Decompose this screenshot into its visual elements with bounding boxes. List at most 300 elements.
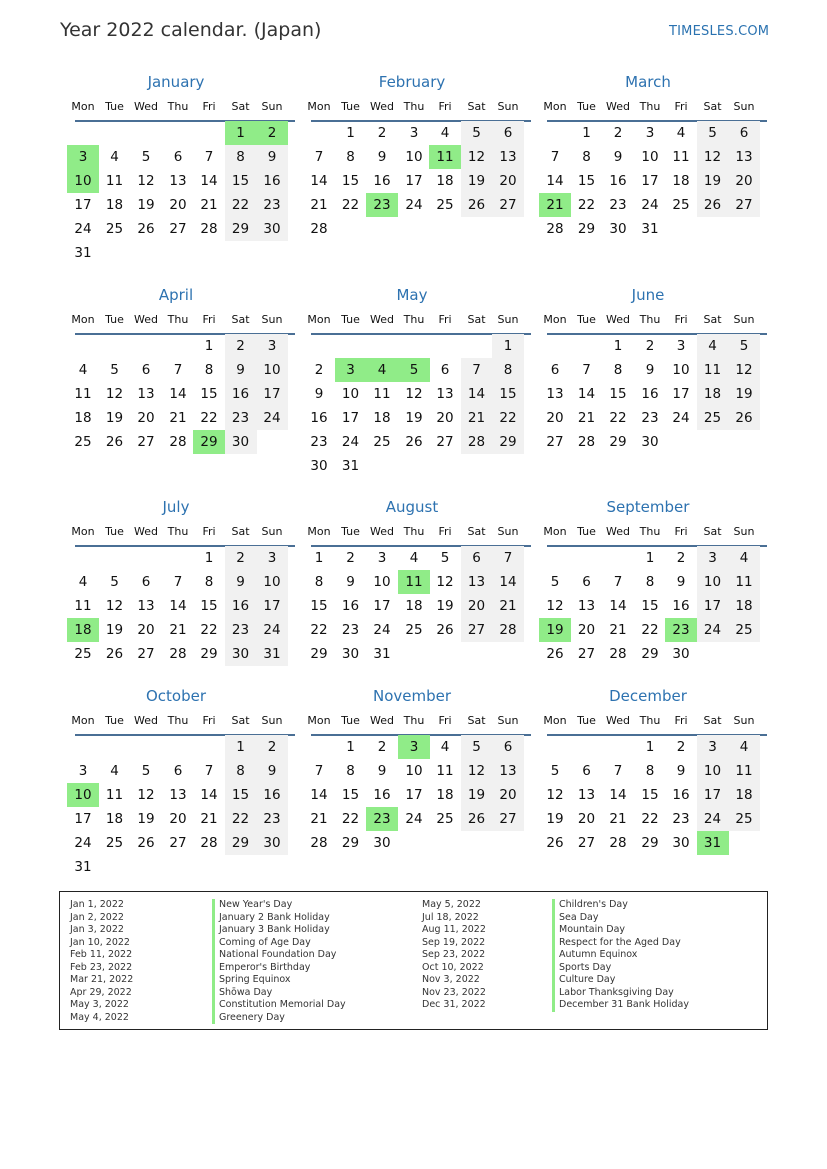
day-cell[interactable]: 27 [735, 197, 753, 213]
day-cell[interactable]: 16 [310, 410, 328, 426]
day-cell[interactable]: 21 [467, 410, 486, 426]
day-cell[interactable]: 29 [310, 646, 328, 662]
day-cell[interactable]: 20 [169, 197, 187, 213]
day-cell[interactable]: 12 [105, 598, 124, 614]
day-cell[interactable]: 16 [672, 598, 690, 614]
holiday-day-cell[interactable]: 29 [193, 430, 225, 454]
day-cell[interactable]: 3 [645, 125, 655, 141]
day-cell[interactable]: 24 [703, 622, 722, 638]
day-cell[interactable]: 23 [231, 410, 250, 426]
day-cell[interactable]: 15 [499, 386, 517, 402]
day-cell[interactable]: 3 [78, 763, 88, 779]
day-cell[interactable]: 5 [110, 362, 119, 378]
day-cell[interactable]: 26 [546, 835, 564, 851]
day-cell[interactable]: 8 [645, 574, 655, 590]
day-cell[interactable]: 6 [173, 763, 183, 779]
day-cell[interactable]: 12 [137, 787, 155, 803]
holiday-day-cell[interactable]: 18 [67, 618, 99, 642]
day-cell[interactable]: 24 [672, 410, 690, 426]
day-cell[interactable]: 24 [405, 197, 423, 213]
day-cell[interactable]: 1 [346, 739, 355, 755]
day-cell[interactable]: 12 [703, 149, 722, 165]
day-cell[interactable]: 18 [105, 197, 124, 213]
day-cell[interactable]: 18 [373, 410, 391, 426]
day-cell[interactable]: 12 [405, 386, 423, 402]
day-cell[interactable]: 27 [169, 835, 187, 851]
day-cell[interactable]: 29 [200, 646, 218, 662]
day-cell[interactable]: 19 [467, 787, 486, 803]
day-cell[interactable]: 11 [105, 173, 124, 189]
day-cell[interactable]: 8 [204, 362, 214, 378]
day-cell[interactable]: 1 [645, 550, 655, 566]
day-cell[interactable]: 12 [105, 386, 124, 402]
day-cell[interactable]: 13 [577, 598, 596, 614]
day-cell[interactable]: 26 [546, 646, 564, 662]
day-cell[interactable]: 29 [641, 835, 659, 851]
day-cell[interactable]: 29 [641, 646, 659, 662]
day-cell[interactable]: 15 [341, 173, 360, 189]
day-cell[interactable]: 11 [74, 386, 92, 402]
holiday-day-cell[interactable]: 11 [429, 145, 461, 169]
day-cell[interactable]: 19 [405, 410, 423, 426]
day-cell[interactable]: 9 [613, 149, 623, 165]
day-cell[interactable]: 22 [341, 811, 360, 827]
day-cell[interactable]: 27 [577, 646, 596, 662]
day-cell[interactable]: 12 [546, 787, 564, 803]
day-cell[interactable]: 30 [263, 835, 281, 851]
day-cell[interactable]: 10 [672, 362, 690, 378]
holiday-day-cell[interactable]: 23 [366, 193, 398, 217]
day-cell[interactable]: 9 [236, 574, 245, 590]
day-cell[interactable]: 3 [708, 550, 717, 566]
day-cell[interactable]: 2 [676, 550, 686, 566]
day-cell[interactable]: 13 [577, 787, 596, 803]
day-cell[interactable]: 16 [373, 173, 391, 189]
day-cell[interactable]: 11 [436, 763, 454, 779]
day-cell[interactable]: 18 [703, 386, 722, 402]
day-cell[interactable]: 1 [204, 550, 214, 566]
day-cell[interactable]: 13 [499, 149, 517, 165]
day-cell[interactable]: 23 [341, 622, 360, 638]
day-cell[interactable]: 13 [546, 386, 564, 402]
day-cell[interactable]: 20 [735, 173, 753, 189]
day-cell[interactable]: 20 [467, 598, 486, 614]
day-cell[interactable]: 16 [373, 787, 391, 803]
day-cell[interactable]: 21 [609, 811, 627, 827]
day-cell[interactable]: 31 [263, 646, 281, 662]
day-cell[interactable]: 28 [609, 646, 627, 662]
day-cell[interactable]: 7 [204, 149, 214, 165]
day-cell[interactable]: 25 [74, 434, 92, 450]
day-cell[interactable]: 11 [74, 598, 92, 614]
day-cell[interactable]: 18 [436, 173, 454, 189]
day-cell[interactable]: 28 [169, 646, 187, 662]
day-cell[interactable]: 18 [672, 173, 690, 189]
day-cell[interactable]: 7 [173, 574, 183, 590]
day-cell[interactable]: 17 [373, 598, 391, 614]
day-cell[interactable]: 18 [735, 787, 753, 803]
day-cell[interactable]: 18 [735, 598, 753, 614]
day-cell[interactable]: 6 [440, 362, 450, 378]
day-cell[interactable]: 22 [641, 622, 659, 638]
day-cell[interactable]: 5 [110, 574, 119, 590]
day-cell[interactable]: 7 [314, 763, 324, 779]
day-cell[interactable]: 31 [74, 859, 92, 875]
day-cell[interactable]: 26 [105, 434, 124, 450]
holiday-day-cell[interactable]: 31 [697, 831, 729, 855]
day-cell[interactable]: 8 [613, 362, 623, 378]
brand-link[interactable]: TIMESLES.COM [669, 24, 770, 39]
day-cell[interactable]: 5 [141, 149, 151, 165]
day-cell[interactable]: 24 [263, 622, 281, 638]
day-cell[interactable]: 3 [267, 338, 277, 354]
day-cell[interactable]: 22 [231, 197, 250, 213]
day-cell[interactable]: 2 [377, 739, 387, 755]
holiday-day-cell[interactable]: 4 [366, 358, 398, 382]
day-cell[interactable]: 18 [436, 787, 454, 803]
day-cell[interactable]: 10 [263, 574, 281, 590]
day-cell[interactable]: 24 [74, 221, 92, 237]
day-cell[interactable]: 5 [440, 550, 450, 566]
day-cell[interactable]: 29 [231, 835, 250, 851]
day-cell[interactable]: 14 [609, 787, 627, 803]
day-cell[interactable]: 22 [577, 197, 596, 213]
day-cell[interactable]: 9 [676, 763, 686, 779]
day-cell[interactable]: 8 [236, 763, 245, 779]
day-cell[interactable]: 3 [676, 338, 686, 354]
day-cell[interactable]: 9 [645, 362, 655, 378]
day-cell[interactable]: 1 [645, 739, 655, 755]
day-cell[interactable]: 23 [263, 811, 281, 827]
day-cell[interactable]: 13 [169, 787, 187, 803]
day-cell[interactable]: 2 [645, 338, 655, 354]
day-cell[interactable]: 25 [105, 221, 124, 237]
day-cell[interactable]: 8 [346, 763, 355, 779]
day-cell[interactable]: 9 [267, 763, 277, 779]
day-cell[interactable]: 27 [169, 221, 187, 237]
day-cell[interactable]: 17 [703, 787, 722, 803]
day-cell[interactable]: 18 [105, 811, 124, 827]
day-cell[interactable]: 25 [735, 811, 753, 827]
day-cell[interactable]: 19 [467, 173, 486, 189]
day-cell[interactable]: 10 [405, 763, 423, 779]
day-cell[interactable]: 16 [263, 787, 281, 803]
day-cell[interactable]: 26 [467, 811, 486, 827]
day-cell[interactable]: 14 [577, 386, 596, 402]
day-cell[interactable]: 8 [236, 149, 245, 165]
day-cell[interactable]: 8 [204, 574, 214, 590]
day-cell[interactable]: 22 [200, 410, 218, 426]
day-cell[interactable]: 17 [672, 386, 690, 402]
day-cell[interactable]: 7 [204, 763, 214, 779]
holiday-day-cell[interactable]: 11 [398, 570, 430, 594]
day-cell[interactable]: 7 [550, 149, 560, 165]
day-cell[interactable]: 20 [577, 811, 596, 827]
day-cell[interactable]: 30 [373, 835, 391, 851]
day-cell[interactable]: 28 [310, 835, 328, 851]
day-cell[interactable]: 20 [137, 410, 155, 426]
day-cell[interactable]: 19 [436, 598, 454, 614]
day-cell[interactable]: 1 [204, 338, 214, 354]
day-cell[interactable]: 27 [137, 434, 155, 450]
day-cell[interactable]: 6 [472, 550, 481, 566]
day-cell[interactable]: 8 [503, 362, 513, 378]
day-cell[interactable]: 16 [609, 173, 627, 189]
holiday-day-cell[interactable]: 1 [225, 121, 257, 145]
day-cell[interactable]: 5 [141, 763, 151, 779]
day-cell[interactable]: 26 [137, 835, 155, 851]
day-cell[interactable]: 21 [577, 410, 596, 426]
day-cell[interactable]: 14 [310, 173, 328, 189]
day-cell[interactable]: 12 [436, 574, 454, 590]
day-cell[interactable]: 10 [703, 763, 722, 779]
day-cell[interactable]: 15 [341, 787, 360, 803]
day-cell[interactable]: 6 [582, 574, 591, 590]
day-cell[interactable]: 6 [582, 763, 591, 779]
day-cell[interactable]: 7 [314, 149, 324, 165]
day-cell[interactable]: 30 [231, 434, 250, 450]
day-cell[interactable]: 25 [436, 197, 454, 213]
day-cell[interactable]: 12 [137, 173, 155, 189]
day-cell[interactable]: 10 [405, 149, 423, 165]
day-cell[interactable]: 25 [436, 811, 454, 827]
day-cell[interactable]: 5 [550, 574, 560, 590]
day-cell[interactable]: 15 [200, 598, 218, 614]
holiday-day-cell[interactable]: 2 [256, 121, 288, 145]
day-cell[interactable]: 20 [169, 811, 187, 827]
day-cell[interactable]: 26 [467, 197, 486, 213]
day-cell[interactable]: 19 [105, 410, 124, 426]
day-cell[interactable]: 16 [263, 173, 281, 189]
day-cell[interactable]: 16 [341, 598, 360, 614]
day-cell[interactable]: 4 [78, 574, 88, 590]
day-cell[interactable]: 22 [200, 622, 218, 638]
day-cell[interactable]: 14 [310, 787, 328, 803]
day-cell[interactable]: 31 [373, 646, 391, 662]
holiday-day-cell[interactable]: 19 [539, 618, 571, 642]
day-cell[interactable]: 3 [377, 550, 387, 566]
day-cell[interactable]: 27 [436, 434, 454, 450]
day-cell[interactable]: 16 [231, 386, 250, 402]
day-cell[interactable]: 30 [641, 434, 659, 450]
day-cell[interactable]: 1 [582, 125, 591, 141]
day-cell[interactable]: 13 [137, 598, 155, 614]
day-cell[interactable]: 21 [200, 811, 218, 827]
day-cell[interactable]: 27 [546, 434, 564, 450]
day-cell[interactable]: 25 [74, 646, 92, 662]
day-cell[interactable]: 21 [169, 622, 187, 638]
day-cell[interactable]: 9 [267, 149, 277, 165]
day-cell[interactable]: 9 [676, 574, 686, 590]
day-cell[interactable]: 14 [169, 598, 187, 614]
day-cell[interactable]: 22 [310, 622, 328, 638]
day-cell[interactable]: 23 [231, 622, 250, 638]
day-cell[interactable]: 2 [377, 125, 387, 141]
day-cell[interactable]: 26 [735, 410, 753, 426]
day-cell[interactable]: 9 [377, 149, 387, 165]
day-cell[interactable]: 30 [341, 646, 360, 662]
day-cell[interactable]: 21 [310, 197, 328, 213]
day-cell[interactable]: 28 [577, 434, 596, 450]
day-cell[interactable]: 26 [405, 434, 423, 450]
day-cell[interactable]: 7 [472, 362, 481, 378]
day-cell[interactable]: 2 [613, 125, 623, 141]
day-cell[interactable]: 31 [641, 221, 659, 237]
holiday-day-cell[interactable]: 3 [67, 145, 99, 169]
day-cell[interactable]: 28 [169, 434, 187, 450]
day-cell[interactable]: 23 [310, 434, 328, 450]
day-cell[interactable]: 24 [703, 811, 722, 827]
day-cell[interactable]: 29 [577, 221, 596, 237]
day-cell[interactable]: 6 [550, 362, 560, 378]
day-cell[interactable]: 20 [499, 173, 517, 189]
day-cell[interactable]: 9 [346, 574, 355, 590]
day-cell[interactable]: 13 [137, 386, 155, 402]
day-cell[interactable]: 16 [641, 386, 659, 402]
day-cell[interactable]: 27 [499, 197, 517, 213]
day-cell[interactable]: 27 [467, 622, 486, 638]
day-cell[interactable]: 4 [739, 550, 749, 566]
day-cell[interactable]: 27 [499, 811, 517, 827]
day-cell[interactable]: 3 [708, 739, 717, 755]
day-cell[interactable]: 30 [310, 458, 328, 474]
day-cell[interactable]: 3 [409, 125, 419, 141]
day-cell[interactable]: 15 [641, 787, 659, 803]
day-cell[interactable]: 31 [341, 458, 360, 474]
day-cell[interactable]: 18 [405, 598, 423, 614]
holiday-day-cell[interactable]: 23 [366, 807, 398, 831]
day-cell[interactable]: 5 [708, 125, 717, 141]
day-cell[interactable]: 29 [341, 835, 360, 851]
day-cell[interactable]: 22 [341, 197, 360, 213]
day-cell[interactable]: 26 [703, 197, 722, 213]
day-cell[interactable]: 5 [472, 739, 481, 755]
day-cell[interactable]: 14 [546, 173, 564, 189]
day-cell[interactable]: 15 [231, 173, 250, 189]
day-cell[interactable]: 2 [314, 362, 324, 378]
day-cell[interactable]: 29 [231, 221, 250, 237]
day-cell[interactable]: 6 [739, 125, 749, 141]
day-cell[interactable]: 28 [609, 835, 627, 851]
holiday-day-cell[interactable]: 3 [398, 735, 430, 759]
day-cell[interactable]: 2 [676, 739, 686, 755]
day-cell[interactable]: 23 [641, 410, 659, 426]
day-cell[interactable]: 17 [703, 598, 722, 614]
day-cell[interactable]: 19 [137, 811, 155, 827]
day-cell[interactable]: 30 [263, 221, 281, 237]
day-cell[interactable]: 25 [703, 410, 722, 426]
day-cell[interactable]: 11 [735, 763, 753, 779]
day-cell[interactable]: 12 [467, 763, 486, 779]
day-cell[interactable]: 24 [263, 410, 281, 426]
day-cell[interactable]: 23 [609, 197, 627, 213]
day-cell[interactable]: 5 [472, 125, 481, 141]
day-cell[interactable]: 28 [310, 221, 328, 237]
day-cell[interactable]: 18 [74, 410, 92, 426]
day-cell[interactable]: 1 [503, 338, 513, 354]
day-cell[interactable]: 9 [314, 386, 324, 402]
day-cell[interactable]: 20 [499, 787, 517, 803]
day-cell[interactable]: 24 [641, 197, 659, 213]
day-cell[interactable]: 4 [708, 338, 717, 354]
day-cell[interactable]: 19 [546, 811, 564, 827]
day-cell[interactable]: 10 [341, 386, 360, 402]
holiday-day-cell[interactable]: 10 [67, 783, 99, 807]
day-cell[interactable]: 19 [137, 197, 155, 213]
day-cell[interactable]: 11 [735, 574, 753, 590]
day-cell[interactable]: 6 [503, 125, 513, 141]
day-cell[interactable]: 15 [200, 386, 218, 402]
day-cell[interactable]: 15 [310, 598, 328, 614]
day-cell[interactable]: 14 [467, 386, 486, 402]
day-cell[interactable]: 1 [236, 739, 245, 755]
day-cell[interactable]: 29 [499, 434, 517, 450]
day-cell[interactable]: 15 [577, 173, 596, 189]
day-cell[interactable]: 27 [577, 835, 596, 851]
day-cell[interactable]: 21 [499, 598, 517, 614]
day-cell[interactable]: 24 [341, 434, 360, 450]
day-cell[interactable]: 15 [231, 787, 250, 803]
holiday-day-cell[interactable]: 23 [665, 618, 697, 642]
day-cell[interactable]: 21 [310, 811, 328, 827]
day-cell[interactable]: 19 [105, 622, 124, 638]
day-cell[interactable]: 17 [405, 173, 423, 189]
day-cell[interactable]: 17 [341, 410, 360, 426]
day-cell[interactable]: 2 [267, 739, 277, 755]
day-cell[interactable]: 7 [173, 362, 183, 378]
day-cell[interactable]: 25 [405, 622, 423, 638]
day-cell[interactable]: 12 [467, 149, 486, 165]
day-cell[interactable]: 13 [735, 149, 753, 165]
day-cell[interactable]: 14 [609, 598, 627, 614]
day-cell[interactable]: 17 [405, 787, 423, 803]
day-cell[interactable]: 6 [141, 574, 151, 590]
day-cell[interactable]: 20 [577, 622, 596, 638]
day-cell[interactable]: 8 [645, 763, 655, 779]
day-cell[interactable]: 4 [440, 125, 450, 141]
day-cell[interactable]: 11 [672, 149, 690, 165]
day-cell[interactable]: 11 [703, 362, 722, 378]
day-cell[interactable]: 1 [346, 125, 355, 141]
day-cell[interactable]: 24 [405, 811, 423, 827]
day-cell[interactable]: 24 [74, 835, 92, 851]
day-cell[interactable]: 4 [409, 550, 419, 566]
day-cell[interactable]: 30 [672, 646, 690, 662]
day-cell[interactable]: 22 [641, 811, 659, 827]
day-cell[interactable]: 31 [74, 245, 92, 261]
day-cell[interactable]: 17 [263, 598, 281, 614]
day-cell[interactable]: 13 [467, 574, 486, 590]
day-cell[interactable]: 29 [609, 434, 627, 450]
day-cell[interactable]: 30 [231, 646, 250, 662]
day-cell[interactable]: 16 [231, 598, 250, 614]
day-cell[interactable]: 14 [169, 386, 187, 402]
day-cell[interactable]: 4 [739, 739, 749, 755]
day-cell[interactable]: 6 [141, 362, 151, 378]
day-cell[interactable]: 17 [74, 811, 92, 827]
day-cell[interactable]: 9 [236, 362, 245, 378]
day-cell[interactable]: 12 [546, 598, 564, 614]
day-cell[interactable]: 4 [440, 739, 450, 755]
day-cell[interactable]: 28 [499, 622, 517, 638]
day-cell[interactable]: 11 [373, 386, 391, 402]
day-cell[interactable]: 5 [550, 763, 560, 779]
day-cell[interactable]: 22 [231, 811, 250, 827]
day-cell[interactable]: 7 [613, 574, 623, 590]
day-cell[interactable]: 5 [739, 338, 749, 354]
day-cell[interactable]: 27 [137, 646, 155, 662]
day-cell[interactable]: 28 [546, 221, 564, 237]
